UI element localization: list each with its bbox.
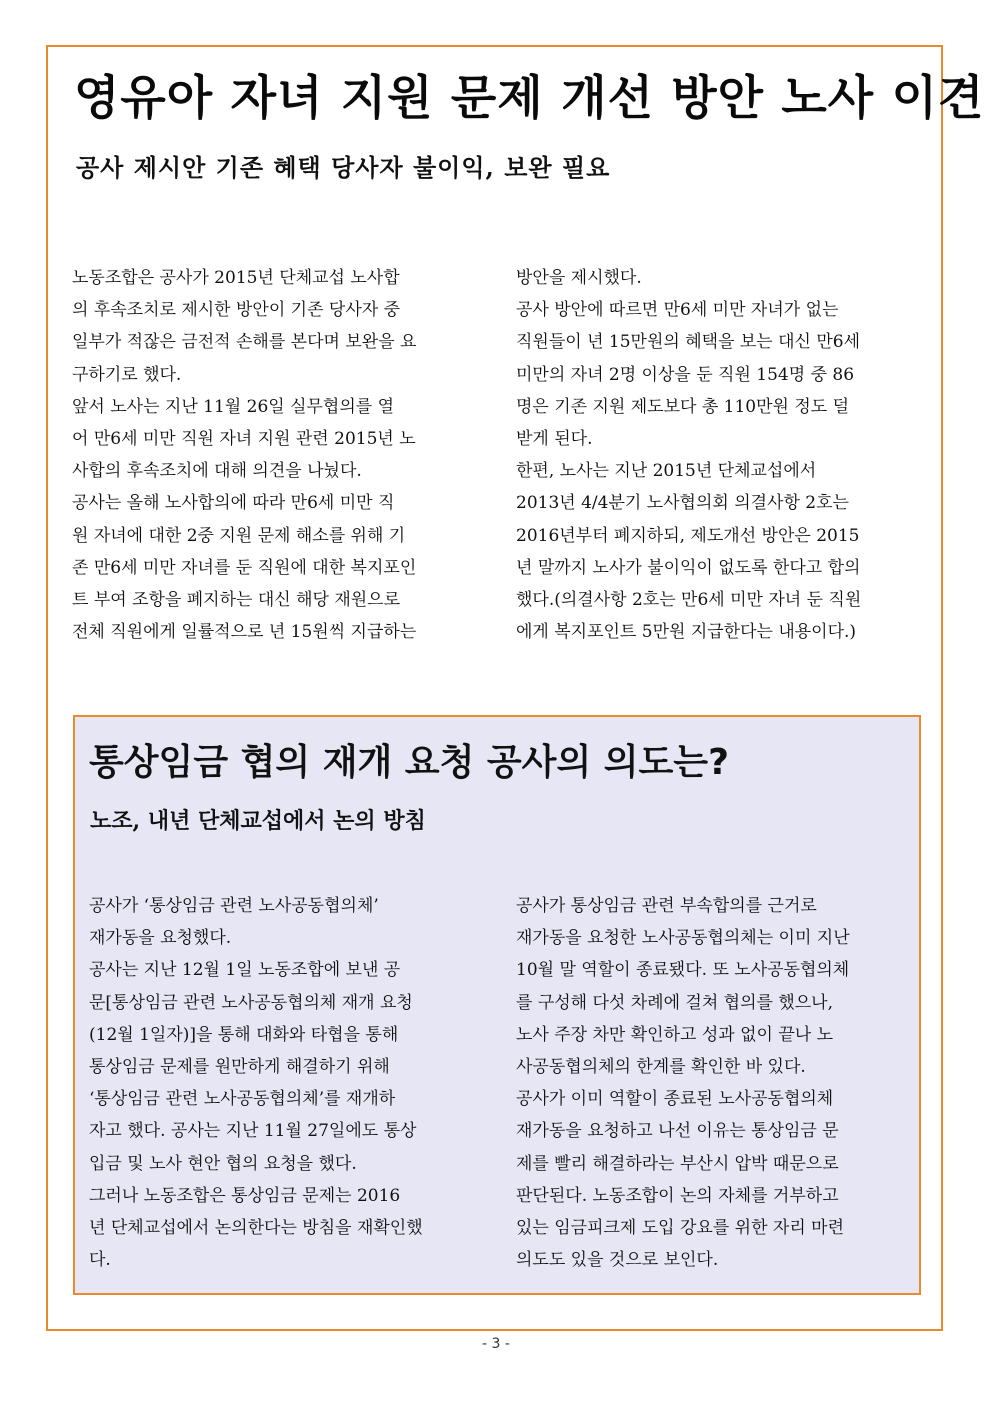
text-line: 2016년부터 폐지하되, 제도개선 방안은 2015 (516, 525, 860, 546)
text-line: 트 부여 조항을 폐지하는 대신 해당 재원으로 (72, 589, 401, 610)
text-line: 어 만6세 미만 직원 자녀 지원 관련 2015년 노 (72, 428, 416, 449)
text-line: 판단된다. 노동조합이 논의 자체를 거부하고 (516, 1185, 839, 1206)
text-line: 통상임금 문제를 원만하게 해결하기 위해 (89, 1056, 390, 1077)
text-line: 문[통상임금 관련 노사공동협의체 재개 요청 (89, 992, 413, 1013)
text-line: 앞서 노사는 지난 11월 26일 실무협의를 열 (72, 396, 395, 417)
text-line: 공사가 ‘통상임금 관련 노사공동협의체’ (89, 896, 379, 916)
text-line: 공사 방안에 따르면 만6세 미만 자녀가 없는 (516, 300, 839, 321)
text-line: 공사는 올해 노사합의에 따라 만6세 미만 직 (72, 493, 395, 514)
text-line: 전체 직원에게 일률적으로 년 15원씩 지급하는 (72, 622, 417, 643)
text-line: 의 후속조치로 제시한 방안이 기존 당사자 중 (72, 300, 401, 321)
text-line: 2013년 4/4분기 노사협의회 의결사항 2호는 (516, 493, 849, 514)
text-line: 공사가 이미 역할이 종료된 노사공동협의체 (516, 1089, 834, 1110)
article1-headline: 영유아 자녀 지원 문제 개선 방안 노사 이견 (74, 71, 985, 126)
text-line: 미만의 자녀 2명 이상을 둔 직원 154명 중 86 (516, 364, 855, 385)
text-line: 한편, 노사는 지난 2015년 단체교섭에서 (516, 461, 817, 482)
text-line: 공사는 지난 12월 1일 노동조합에 보낸 공 (89, 960, 401, 981)
text-line: 방안을 제시했다. (516, 268, 642, 288)
text-line: 년 단체교섭에서 논의한다는 방침을 재확인했 (89, 1217, 423, 1238)
text-line: 입금 및 노사 현안 협의 요청을 했다. (89, 1153, 357, 1174)
text-line: 원 자녀에 대한 2중 지원 문제 해소를 위해 기 (72, 525, 406, 546)
text-line: 직원들이 년 15만원의 혜택을 보는 대신 만6세 (516, 332, 861, 353)
article1-right-column (516, 262, 920, 648)
text-line: 10월 말 역할이 종료됐다. 또 노사공동협의체 (516, 960, 850, 981)
text-line: 재가동을 요청하고 나선 이유는 통상임금 문 (516, 1121, 839, 1142)
text-line: 의도도 있을 것으로 보인다. (516, 1250, 719, 1271)
text-line: 노동조합은 공사가 2015년 단체교섭 노사합 (72, 268, 400, 288)
text-line: 그러나 노동조합은 통상임금 문제는 2016 (89, 1185, 401, 1206)
text-line: 제를 빨리 해결하라는 부산시 압박 때문으로 (516, 1153, 839, 1174)
article2-right-column (516, 890, 906, 1276)
article1-subheadline: 공사 제시안 기존 혜택 당사자 불이익, 보완 필요 (76, 153, 611, 182)
text-line: 구하기로 했다. (72, 364, 182, 385)
article1-left-column (72, 262, 476, 648)
text-line: 받게 된다. (516, 428, 593, 449)
text-line: 노사 주장 차만 확인하고 성과 없이 끝나 노 (516, 1024, 834, 1045)
text-line: ‘통상임금 관련 노사공동협의체’를 재개하 (89, 1089, 396, 1110)
article2-headline: 통상임금 협의 재개 요청 공사의 의도는? (89, 742, 729, 783)
text-line: (12월 1일자)]을 통해 대화와 타협을 통해 (89, 1024, 399, 1045)
text-line: 존 만6세 미만 자녀를 둔 직원에 대한 복지포인 (72, 557, 417, 578)
text-line: 년 말까지 노사가 불이익이 없도록 한다고 합의 (516, 557, 861, 578)
text-line: 자고 했다. 공사는 지난 11월 27일에도 통상 (89, 1121, 417, 1142)
text-line: 재가동을 요청한 노사공동협의체는 이미 지난 (516, 928, 850, 949)
text-line: 를 구성해 다섯 차례에 걸쳐 협의를 했으나, (516, 992, 834, 1013)
article2-left-column (89, 890, 479, 1276)
text-line: 다. (89, 1250, 111, 1271)
text-line: 사공동협의체의 한계를 확인한 바 있다. (516, 1056, 806, 1077)
text-line: 에게 복지포인트 5만원 지급한다는 내용이다.) (516, 622, 857, 643)
text-line: 일부가 적잖은 금전적 손해를 본다며 보완을 요 (72, 332, 417, 353)
text-line: 공사가 통상임금 관련 부속합의를 근거로 (516, 896, 817, 916)
page-number: - 3 - (482, 1336, 510, 1352)
text-line: 있는 임금피크제 도입 강요를 위한 자리 마련 (516, 1217, 845, 1238)
text-line: 사합의 후속조치에 대해 의견을 나눴다. (72, 461, 362, 482)
text-line: 재가동을 요청했다. (89, 928, 232, 949)
text-line: 명은 기존 지원 제도보다 총 110만원 정도 덜 (516, 396, 850, 417)
text-line: 했다.(의결사항 2호는 만6세 미만 자녀 둔 직원 (516, 589, 862, 610)
article2-subheadline: 노조, 내년 단체교섭에서 논의 방침 (90, 808, 426, 834)
